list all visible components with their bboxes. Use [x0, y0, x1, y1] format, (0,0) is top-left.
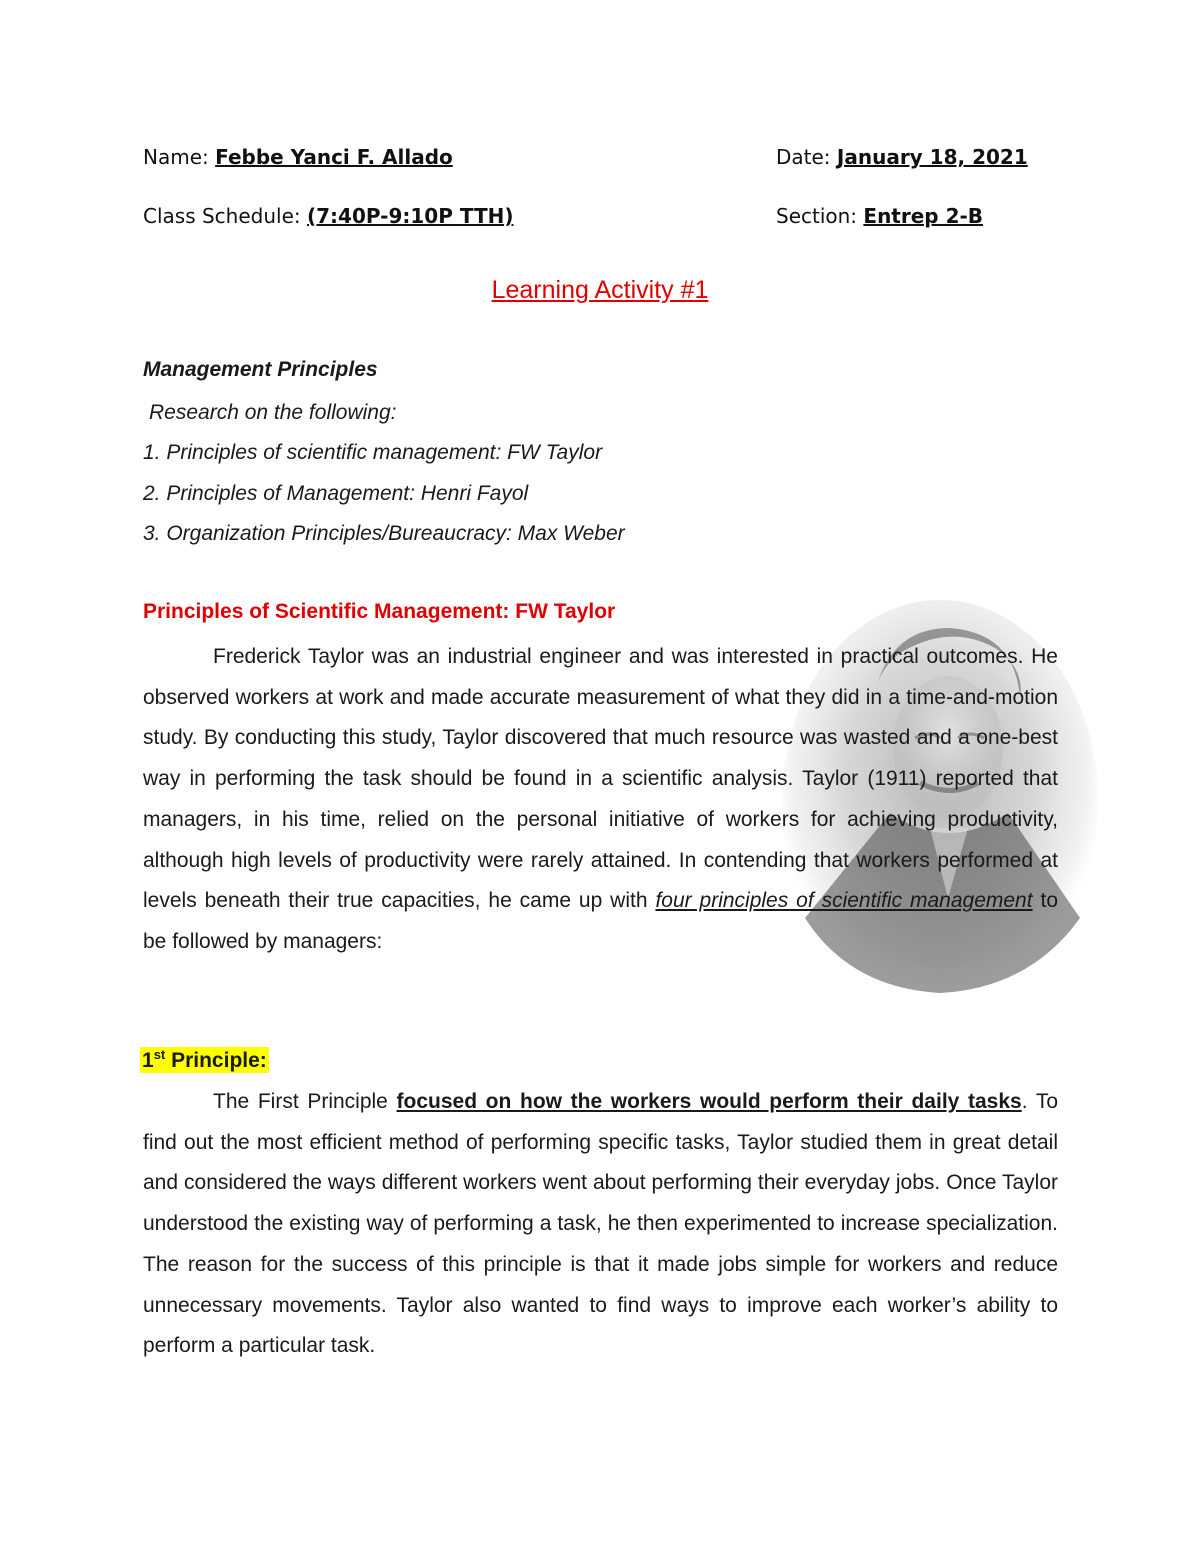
- principle-label: Principle:: [165, 1049, 267, 1072]
- assignment-item: 3. Organization Principles/Bureaucracy: Max Weber: [143, 522, 625, 545]
- four-principles-emphasis: four principles of scientific management: [655, 889, 1033, 913]
- name-label: Name:: [143, 145, 216, 169]
- assignment-item: 1. Principles of scientific management: FW Taylor: [143, 441, 603, 464]
- taylor-paragraph-end: to be followed by managers:: [143, 889, 1058, 953]
- first-principle-paragraph: [143, 1082, 1058, 1367]
- first-principle-emphasis: focused on how the workers would perform their daily tasks: [396, 1090, 1022, 1113]
- name-value: Febbe Yanci F. Allado: [215, 145, 453, 169]
- taylor-paragraph-text: Frederick Taylor was an industrial engineer and was interested in practical outcomes. He observed workers at work and made accurate measurement of what they did in a time-and-motion study. By conducting this study, Taylor discovered that much resource was wasted and a one-best way in performing the task should be found in a scientific analysis. Taylor (1911) reported that managers, in his time, relied on the personal initiative of workers for achieving productivity, although high levels of productivity were rarely attained. In contending that workers performed at levels beneath their true capacities, he came up with: [143, 645, 1058, 913]
- first-principle-rest: . To find out the most efficient method of performing specific tasks, Taylor studied them in great detail and considered the ways different workers went about performing their everyday jobs. Once Taylor understood the existing way of performing a task, he then experimented to increase specialization. The reason for the success of this principle is that it made jobs simple for workers and reduce unnecessary movements. Taylor also wanted to find ways to improve each worker’s ability to perform a particular task.: [143, 1090, 1058, 1358]
- date-field: [776, 145, 1028, 169]
- schedule-label: Class Schedule:: [143, 204, 307, 228]
- section-label: Section:: [776, 204, 864, 228]
- principle-number: 1: [142, 1049, 154, 1072]
- section-heading: Principles of Scientific Management: FW Taylor: [143, 600, 616, 623]
- date-value: January 18, 2021: [836, 145, 1028, 169]
- schedule-field: [143, 204, 513, 228]
- taylor-paragraph: [143, 637, 1058, 963]
- schedule-value: (7:40P-9:10P TTH): [306, 204, 514, 228]
- section-field: [776, 204, 983, 228]
- date-label: Date:: [776, 145, 837, 169]
- name-field: [143, 145, 453, 169]
- first-principle-start: The First Principle: [213, 1090, 397, 1113]
- assignment-intro: Research on the following:: [149, 401, 397, 424]
- principle-heading: [140, 1047, 269, 1073]
- principle-suffix: st: [153, 1047, 166, 1062]
- section-value: Entrep 2-B: [863, 204, 984, 228]
- assignment-heading: Management Principles: [143, 358, 378, 381]
- page-title: Learning Activity #1: [491, 276, 709, 304]
- assignment-item: 2. Principles of Management: Henri Fayol: [143, 482, 529, 505]
